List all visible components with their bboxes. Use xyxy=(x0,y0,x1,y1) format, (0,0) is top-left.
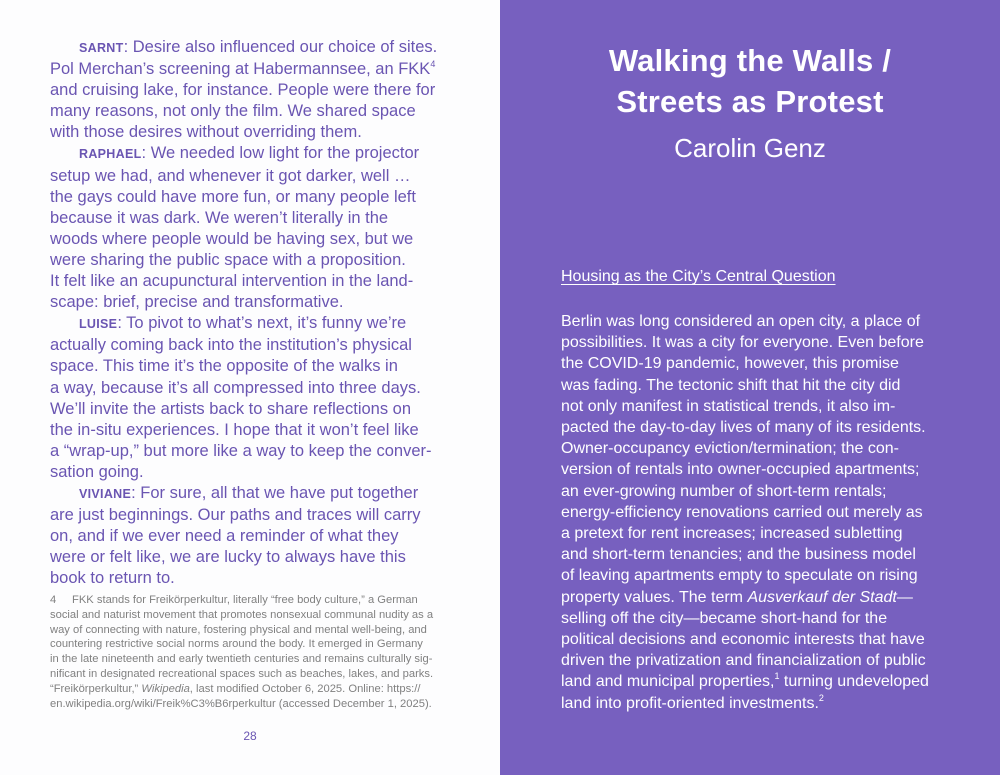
text-line xyxy=(50,356,437,377)
text-line xyxy=(50,441,437,462)
footnote-reference: 2 xyxy=(818,692,824,703)
text-segment: energy-efficiency renovations carried out merely as xyxy=(561,503,923,521)
text-line xyxy=(50,166,437,187)
text-segment: pacted the day-to-day lives of many of its residents. xyxy=(561,419,926,437)
text-line xyxy=(50,420,437,441)
chapter-title-line-2: Streets as Protest xyxy=(616,84,884,119)
text-segment: : We needed low light for the projector xyxy=(141,144,420,163)
text-segment: setup we had, and whenever it got darker, well … xyxy=(50,166,411,185)
text-segment: woods where people would be having sex, but we xyxy=(50,229,414,248)
text-segment: a “wrap-up,” but more like a way to keep the conver- xyxy=(50,441,432,460)
text-line xyxy=(50,697,433,712)
text-line xyxy=(50,399,437,420)
section-heading: Housing as the City’s Central Question xyxy=(561,268,836,285)
text-segment: — xyxy=(896,588,913,606)
text-line xyxy=(561,375,929,396)
text-line xyxy=(50,682,433,697)
text-line xyxy=(50,652,433,667)
text-segment: book to return to. xyxy=(50,569,175,588)
chapter-title xyxy=(500,40,1000,122)
text-line xyxy=(50,143,437,165)
text-line xyxy=(561,629,929,650)
text-line xyxy=(50,59,437,80)
text-segment: with those desires without overriding them. xyxy=(50,123,362,142)
text-line xyxy=(561,396,929,417)
text-line xyxy=(50,637,433,652)
text-segment: an ever-growing number of short-term rentals; xyxy=(561,482,887,500)
footnote-number: 4 xyxy=(50,594,57,606)
text-segment: a way, because it’s all compressed into three days. xyxy=(50,378,421,397)
text-segment: because it was dark. We weren’t literally in the xyxy=(50,208,389,227)
italic-text: Ausverkauf der Stadt xyxy=(747,588,897,606)
text-line xyxy=(50,462,437,483)
text-segment: land into profit-oriented investments. xyxy=(561,694,819,712)
text-segment: land and municipal properties, xyxy=(561,673,775,691)
text-segment: countering restrictive social norms around the body. It emerged in Germany xyxy=(50,638,423,651)
text-segment: possibilities. It was a city for everyone. Even before xyxy=(561,334,924,352)
speaker-name: LUISE xyxy=(79,317,118,332)
text-line xyxy=(50,208,437,229)
text-line xyxy=(561,481,929,502)
text-line xyxy=(50,608,433,623)
text-segment: FKK stands for Freikörperkultur, literally “free body culture,” a German xyxy=(72,594,418,606)
text-line xyxy=(50,593,433,608)
chapter-title-line-1: Walking the Walls / xyxy=(608,43,892,78)
speaker-name: RAPHAEL xyxy=(79,147,142,162)
text-segment: were sharing the public space with a proposition. xyxy=(50,250,406,269)
text-segment: in the late nineteenth and early twentieth centuries and remains culturally sig- xyxy=(50,653,433,666)
page-number: 28 xyxy=(243,729,257,743)
text-line xyxy=(561,544,929,565)
author-name: Carolin Genz xyxy=(674,133,826,163)
text-segment: selling off the city—became short-hand for the xyxy=(561,609,888,627)
footnote xyxy=(50,593,433,711)
text-segment: “Freikörperkultur,” xyxy=(50,682,142,695)
footnote-reference: 4 xyxy=(430,59,436,70)
text-segment: not only manifest in statistical trends, it also im- xyxy=(561,397,896,415)
text-segment: are just beginnings. Our paths and traces will carry xyxy=(50,506,421,525)
text-segment: : Desire also influenced our choice of sites. xyxy=(123,38,438,56)
text-segment: nificant in designated recreational spaces such as beaches, lakes, and parks. xyxy=(50,667,434,680)
text-line xyxy=(50,187,437,208)
text-line xyxy=(561,311,929,332)
text-line xyxy=(50,229,437,250)
speaker-name: SARNT xyxy=(79,41,124,55)
text-segment: : For sure, all that we have put together xyxy=(131,483,419,502)
text-line xyxy=(50,526,437,547)
text-line xyxy=(561,587,929,608)
text-segment: It felt like an acupunctural intervention in the land- xyxy=(50,272,414,291)
text-segment: scape: brief, precise and transformative. xyxy=(50,293,344,312)
text-segment: turning undeveloped xyxy=(779,673,929,691)
essay-text xyxy=(561,311,929,714)
text-segment: the gays could have more fun, or many people left xyxy=(50,187,416,206)
text-segment: political decisions and economic interests that have xyxy=(561,631,925,649)
text-segment: We’ll invite the artists back to share reflections on xyxy=(50,399,412,418)
text-line xyxy=(561,523,929,544)
text-line xyxy=(50,568,437,589)
text-segment: was fading. The tectonic shift that hit the city did xyxy=(561,376,901,394)
text-line xyxy=(561,608,929,629)
text-line xyxy=(50,378,437,399)
text-segment: of leaving apartments empty to speculate on rising xyxy=(561,567,918,585)
text-line xyxy=(50,313,437,335)
text-segment: : To pivot to what’s next, it’s funny we’re xyxy=(117,314,407,333)
footnote-lines xyxy=(50,593,433,711)
text-line xyxy=(561,417,929,438)
text-segment: Owner-occupancy eviction/termination; the con- xyxy=(561,440,899,458)
text-line xyxy=(50,271,437,292)
text-segment: social and naturist movement that promotes nonsexual communal nudity as a xyxy=(50,608,434,621)
text-segment: actually coming back into the institution’s physical xyxy=(50,336,412,355)
text-line xyxy=(561,565,929,586)
text-line xyxy=(50,667,433,682)
text-segment: sation going. xyxy=(50,462,144,481)
text-line xyxy=(50,80,437,101)
text-segment: the in-situ experiences. I hope that it won’t feel like xyxy=(50,420,419,439)
text-line xyxy=(50,122,437,143)
footnote-reference: 1 xyxy=(774,671,780,682)
text-line xyxy=(561,693,929,714)
text-segment: driven the privatization and financialization of public xyxy=(561,652,926,670)
text-segment: the COVID-19 pandemic, however, this promise xyxy=(561,355,899,373)
interview-text xyxy=(50,37,437,589)
text-line xyxy=(50,292,437,313)
italic-text: Wikipedia xyxy=(141,682,190,695)
text-line xyxy=(50,483,437,505)
text-line xyxy=(561,502,929,523)
text-line xyxy=(50,37,437,59)
text-line xyxy=(50,547,437,568)
text-segment: way of connecting with nature, fostering physical and mental well-being, and xyxy=(50,623,427,636)
text-line xyxy=(561,353,929,374)
text-segment: and short-term tenancies; and the business model xyxy=(561,546,916,564)
text-line xyxy=(50,250,437,271)
text-segment: Pol Merchan’s screening at Habermannsee, an FKK xyxy=(50,60,431,79)
text-line xyxy=(50,101,437,122)
text-line xyxy=(50,623,433,638)
text-segment: property values. The term xyxy=(561,588,748,606)
text-line xyxy=(561,650,929,671)
text-line xyxy=(561,671,929,692)
right-page xyxy=(500,0,1000,775)
text-segment: many reasons, not only the film. We shared space xyxy=(50,102,416,121)
text-line xyxy=(561,438,929,459)
text-segment: version of rentals into owner-occupied apartments; xyxy=(561,461,920,479)
text-segment: space. This time it’s the opposite of the walks in xyxy=(50,357,398,376)
text-line xyxy=(561,459,929,480)
text-segment: on, and if we ever need a reminder of what they xyxy=(50,527,399,546)
text-line xyxy=(50,335,437,356)
text-segment: a pretext for rent increases; increased subletting xyxy=(561,525,903,543)
text-segment: and cruising lake, for instance. People were there for xyxy=(50,81,436,100)
text-segment: Berlin was long considered an open city, a place of xyxy=(561,313,921,330)
text-line xyxy=(50,505,437,526)
speaker-name: VIVIANE xyxy=(79,486,132,501)
text-segment: were or felt like, we are lucky to always have this xyxy=(50,548,406,567)
text-line xyxy=(561,332,929,353)
text-segment: , last modified October 6, 2025. Online: https:// xyxy=(189,682,421,695)
text-segment: en.wikipedia.org/wiki/Freik%C3%B6rperkultur (accessed December 1, 2025). xyxy=(50,697,432,710)
